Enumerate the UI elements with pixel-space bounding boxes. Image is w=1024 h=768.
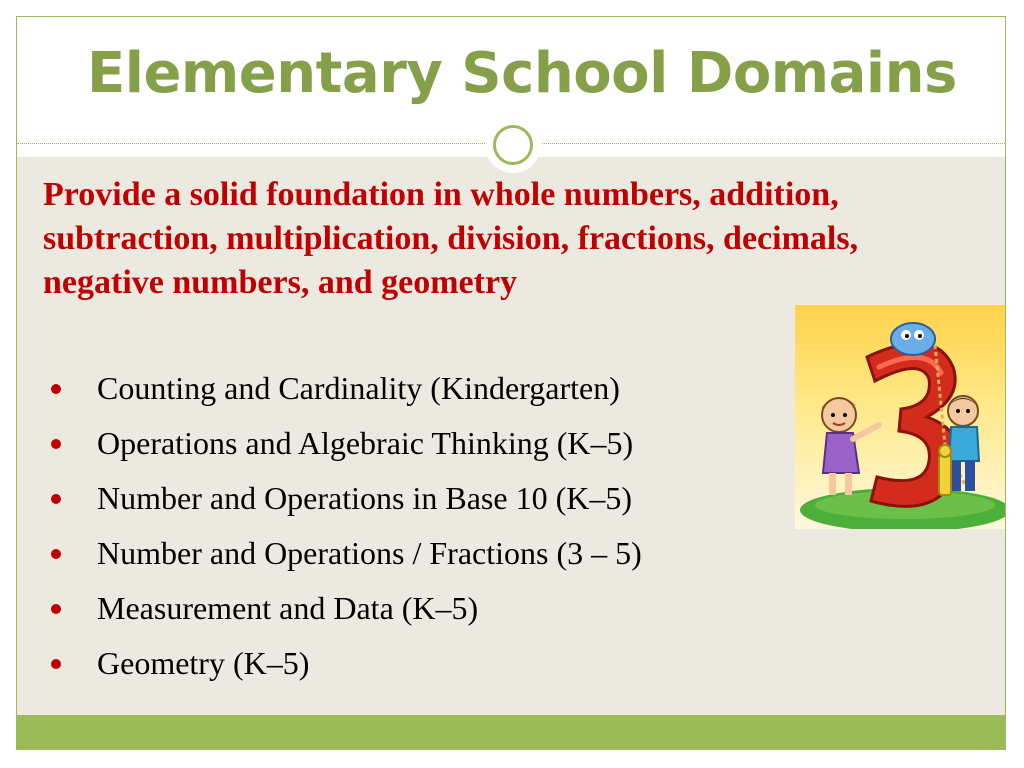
list-item — [47, 422, 642, 477]
number-three-illustration-icon — [795, 305, 1005, 529]
list-item — [47, 367, 642, 422]
creature-pupil-left — [905, 334, 909, 338]
boy-head-icon — [948, 396, 978, 426]
blue-creature-icon — [891, 323, 935, 355]
divider-ring-inner — [493, 125, 533, 165]
boy-leg-left — [951, 461, 961, 491]
girl-leg-right — [845, 473, 852, 495]
footer-bar — [17, 715, 1005, 749]
bullet-icon — [51, 659, 61, 669]
bullet-icon — [51, 494, 61, 504]
ruler-head — [939, 445, 951, 457]
yellow-ruler-icon — [939, 455, 951, 495]
list-item-text: Geometry (K–5) — [97, 645, 310, 681]
girl-eye-right — [843, 413, 847, 417]
slide-frame — [16, 16, 1006, 750]
lead-statement: Provide a solid foundation in whole numbers, addition, subtraction, multiplication, division, fractions, decimals, negative numbers, and geometry — [43, 176, 859, 301]
girl-eye-left — [831, 413, 835, 417]
boy-eye-left — [956, 409, 960, 413]
divider-ring-icon — [485, 117, 541, 173]
boy-eye-right — [966, 409, 970, 413]
list-item — [47, 477, 642, 532]
list-item — [47, 532, 642, 587]
girl-leg-left — [829, 473, 836, 495]
domain-list — [47, 367, 642, 697]
list-item-text: Number and Operations in Base 10 (K–5) — [97, 480, 632, 516]
list-item-text: Measurement and Data (K–5) — [97, 590, 479, 626]
bullet-icon — [51, 439, 61, 449]
list-item-text: Counting and Cardinality (Kindergarten) — [97, 370, 620, 406]
bullet-icon — [51, 549, 61, 559]
bullet-icon — [51, 604, 61, 614]
bullet-icon — [51, 384, 61, 394]
list-item-text: Number and Operations / Fractions (3 – 5) — [97, 535, 642, 571]
creature-pupil-right — [918, 334, 922, 338]
list-item-text: Operations and Algebraic Thinking (K–5) — [97, 425, 634, 461]
number-three-clipart — [795, 305, 1005, 529]
boy-shirt — [949, 427, 979, 461]
boy-leg-right — [965, 461, 975, 491]
list-item — [47, 587, 642, 642]
slide-title: Elementary School Domains — [87, 41, 957, 106]
girl-arm — [853, 425, 879, 439]
list-item — [47, 642, 642, 697]
